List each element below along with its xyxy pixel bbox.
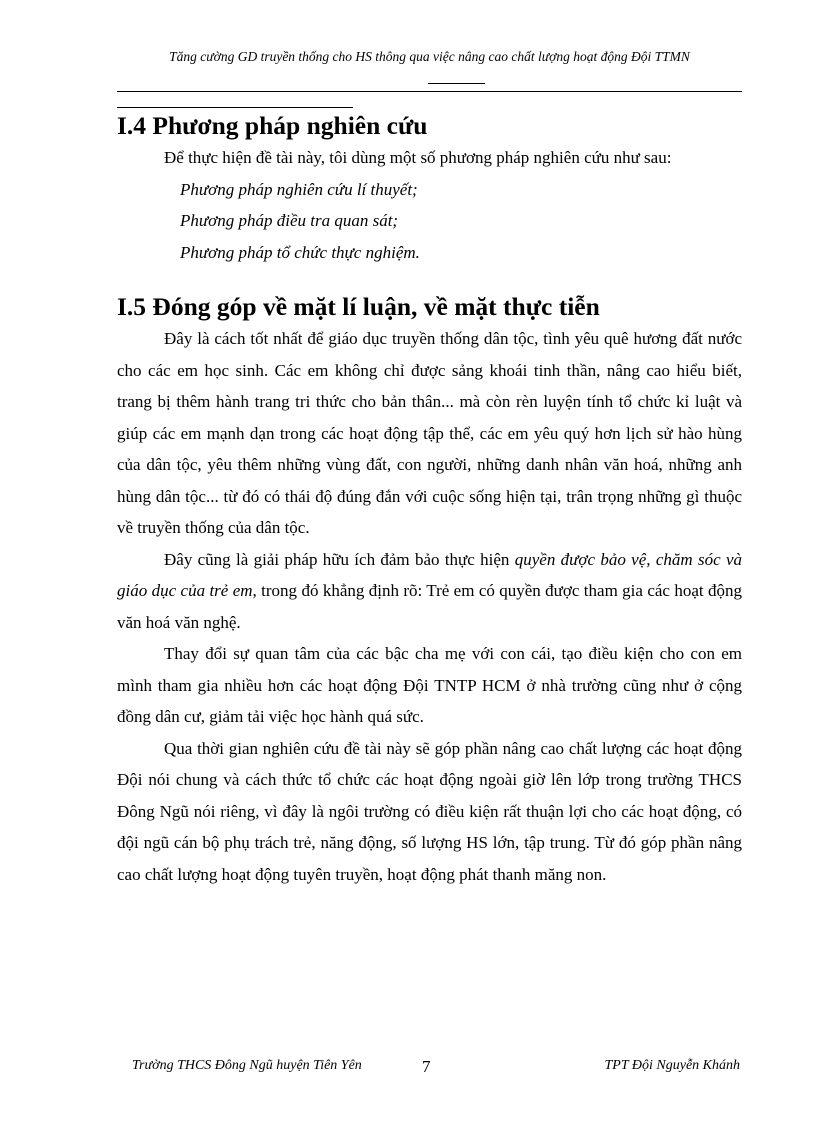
method-item-survey: Phương pháp điều tra quan sát;	[180, 211, 399, 230]
section-top-rule	[117, 107, 353, 108]
paragraph-2-end: , trong đó khẳng định rõ: Trẻ em có quyền được tham gia các hoạt động văn hoá văn nghệ.	[117, 581, 742, 632]
section-1-5-paragraph-2	[117, 544, 742, 639]
method-item-experiment: Phương pháp tổ chức thực nghiệm.	[180, 242, 420, 262]
paragraph-2-emphasis: quyền được bảo vệ, chăm sóc và giáo dục của trẻ em	[117, 549, 742, 600]
section-1-4-heading: I.4 Phương pháp nghiên cứu	[117, 111, 428, 140]
header-short-rule	[428, 83, 485, 84]
section-1-5-paragraph-3: Thay đổi sự quan tâm của các bậc cha mẹ với con cái, tạo điều kiện cho con em mình tham gia nhiều hơn các hoạt động Đội TNTP HCM ở nhà trường cũng như ở cộng đồng dân cư, giảm tải việc học hành quá sức.	[117, 644, 742, 726]
page-number: 7	[422, 1057, 431, 1076]
header-rule	[117, 91, 742, 92]
paragraph-2-start: Đây cũng là giải pháp hữu ích đảm bảo thực hiện	[164, 549, 515, 569]
section-1-5-heading: I.5 Đóng góp về mặt lí luận, về mặt thực tiễn	[117, 292, 600, 321]
section-1-5-paragraph-4: Qua thời gian nghiên cứu đề tài này sẽ góp phần nâng cao chất lượng các hoạt động Đội nói chung và cách thức tổ chức các hoạt động ngoài giờ lên lớp trong trường THCS Đông Ngũ nói riêng, vì đây là ngôi trường có điều kiện rất thuận lợi cho các hoạt động, có đội ngũ cán bộ phụ trách trẻ, năng động, số lượng HS lớn, tập trung. Từ đó góp phần nâng cao chất lượng hoạt động tuyên truyền, hoạt động phát thanh măng non.	[117, 738, 742, 884]
method-item-theory: Phương pháp nghiên cứu lí thuyết;	[180, 179, 418, 199]
running-header: Tăng cường GD truyền thống cho HS thông qua việc nâng cao chất lượng hoạt động Đội TTMN	[169, 49, 690, 64]
footer-author: TPT Đội Nguyễn Khánh	[604, 1058, 740, 1073]
methods-list	[117, 174, 742, 269]
section-1-5-paragraph-1: Đây là cách tốt nhất để giáo dục truyền thống dân tộc, tình yêu quê hương đất nước cho các em học sinh. Các em không chỉ được sảng khoái tinh thần, nâng cao hiểu biết, trang bị thêm hành trang tri thức cho bản thân... mà còn rèn luyện tính tổ chức kỉ luật và giúp các em mạnh dạn trong các hoạt động tập thể, các em yêu quý hơn lịch sử hào hùng của dân tộc, yêu thêm những vùng đất, con người, những danh nhân văn hoá, những anh hùng dân tộc... từ đó có thái độ đúng đắn với cuộc sống hiện tại, trân trọng những gì thuộc về truyền thống của dân tộc.	[117, 329, 742, 537]
section-1-4-intro: Để thực hiện đề tài này, tôi dùng một số phương pháp nghiên cứu như sau:	[164, 148, 672, 167]
footer-school: Trường THCS Đông Ngũ huyện Tiên Yên	[132, 1058, 362, 1073]
page-body	[117, 110, 742, 890]
